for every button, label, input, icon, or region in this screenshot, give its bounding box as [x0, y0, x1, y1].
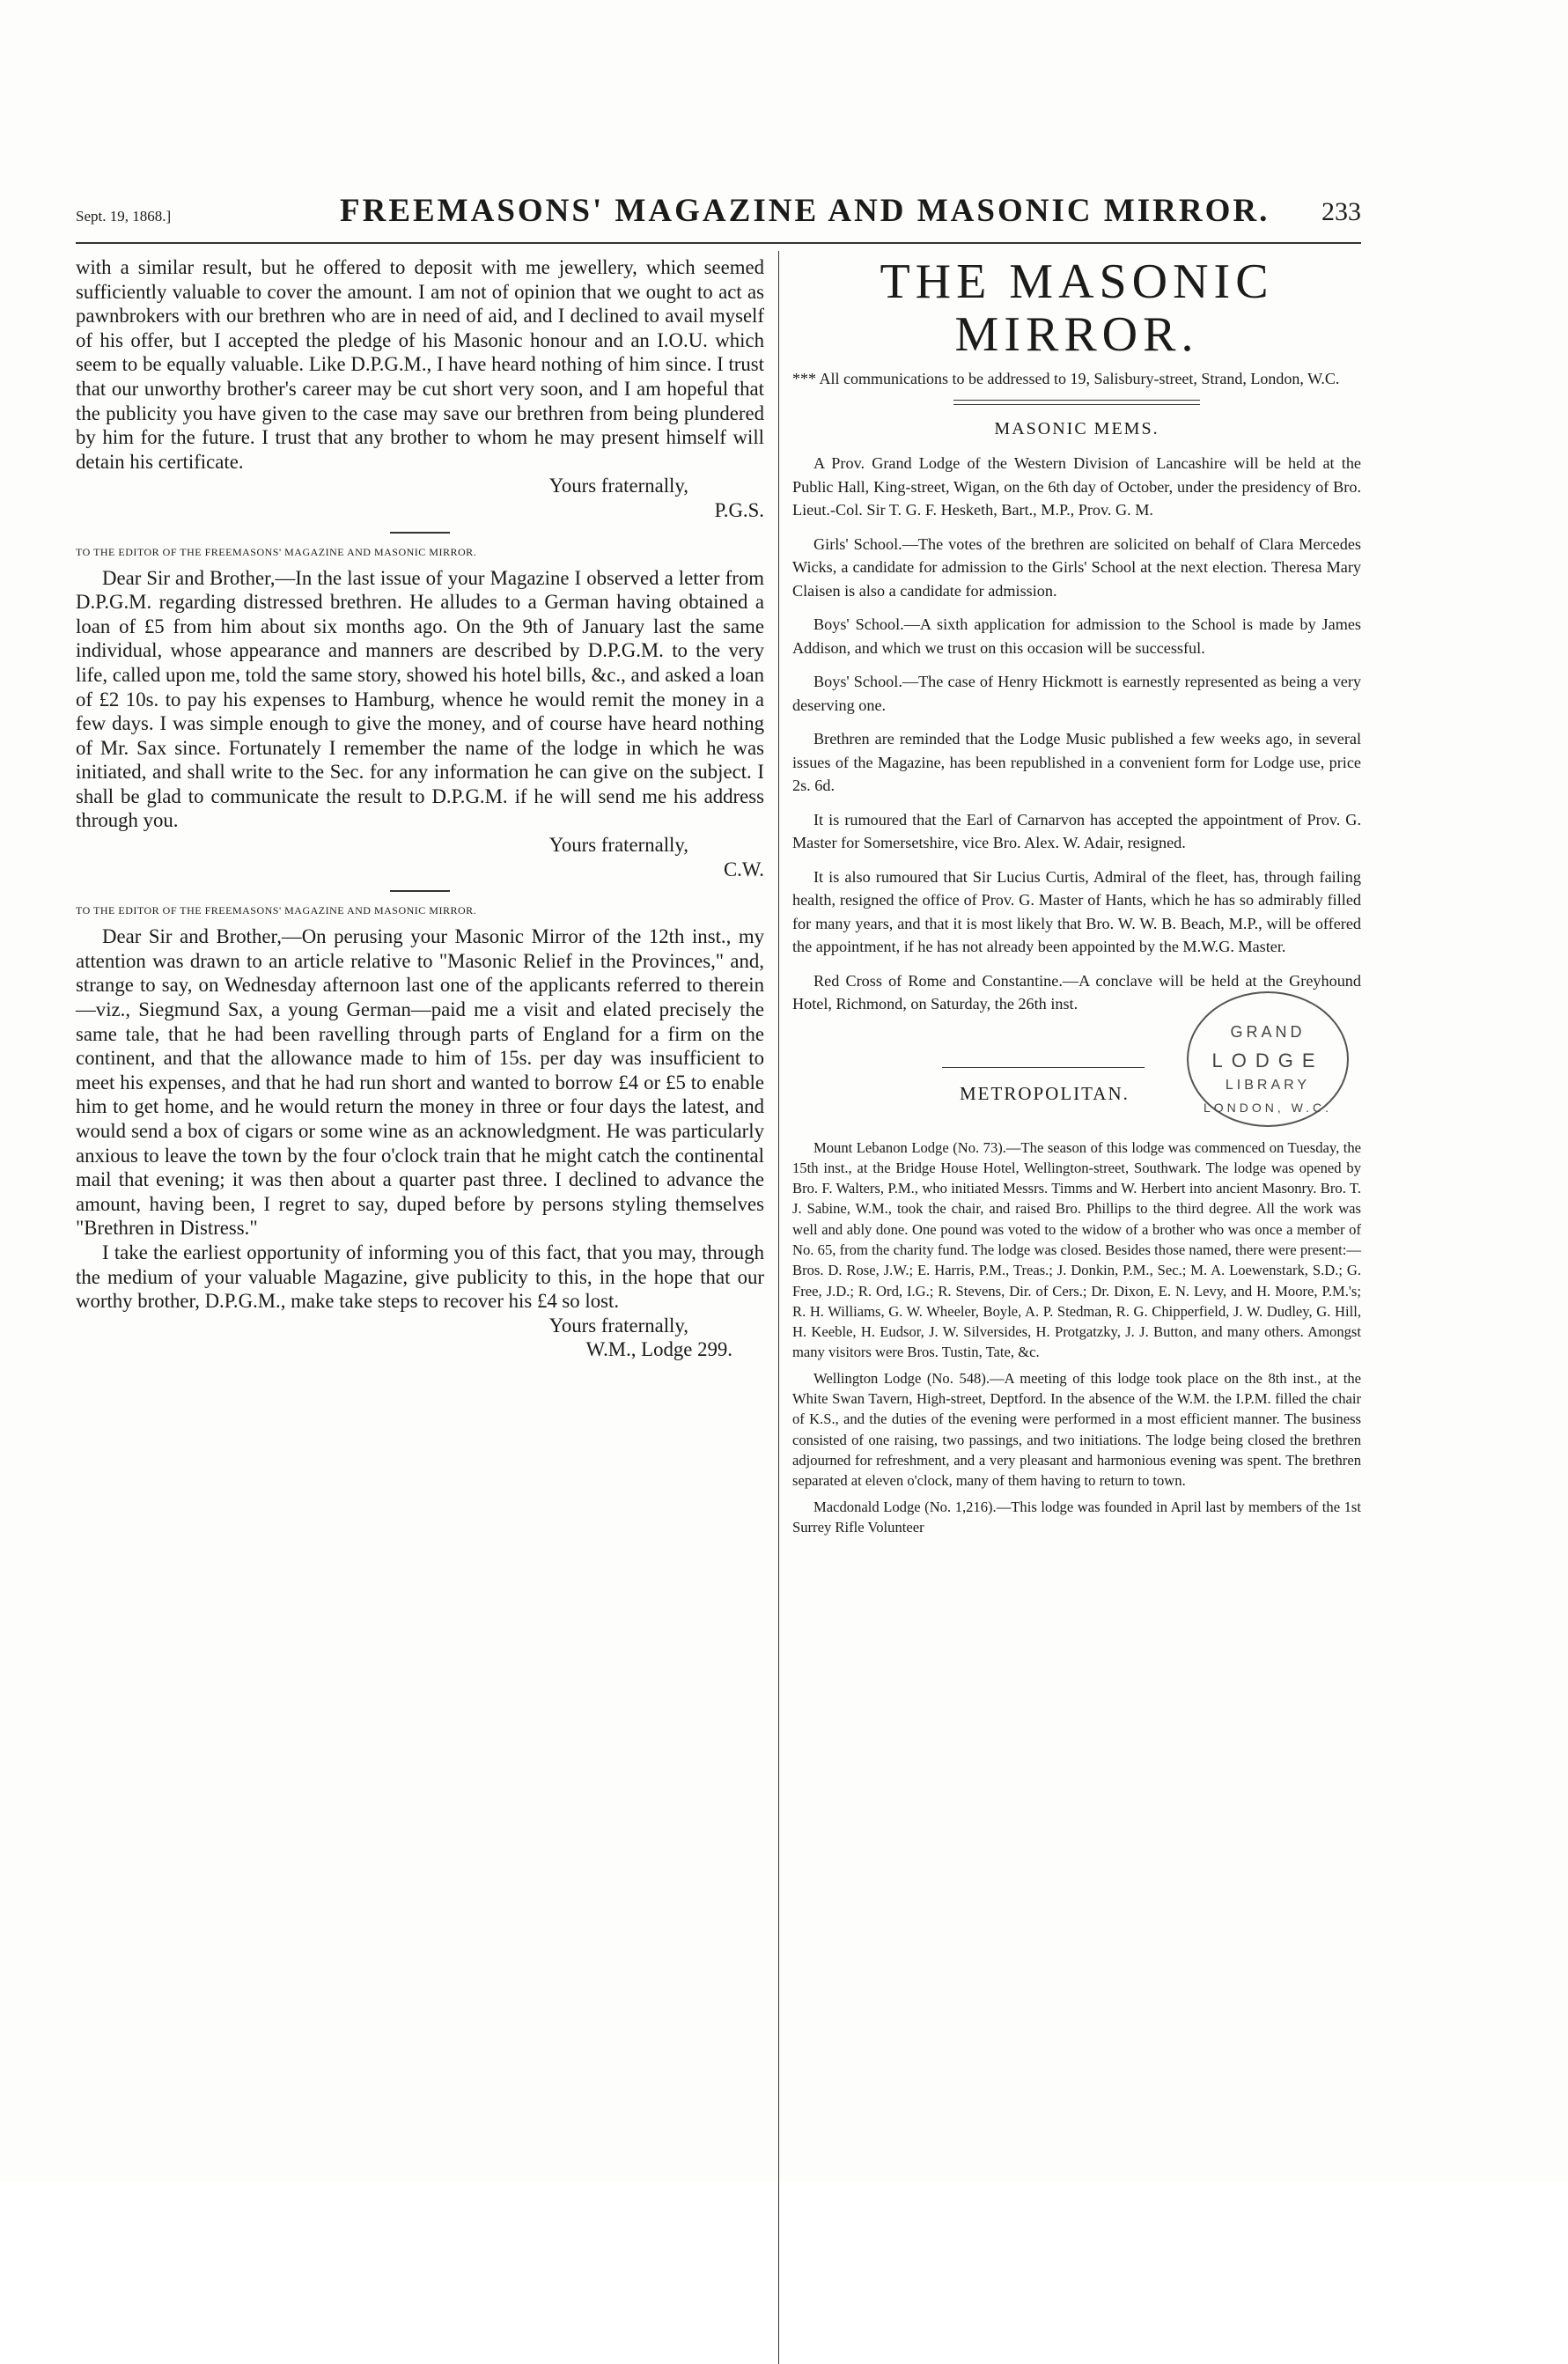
lodge-report: Macdonald Lodge (No. 1,216).—This lodge was founded in April last by members of the 1st Surrey Rifle Volunteer [792, 1498, 1361, 1535]
metropolitan-heading: METROPOLITAN. [960, 1082, 1130, 1104]
communications-notice: *** All communications to be addressed to 19, Salisbury-street, Strand, London, W.C. [792, 370, 1340, 387]
page-header [76, 192, 1361, 238]
page-number: 233 [1321, 197, 1361, 226]
letter-2-heading: TO THE EDITOR OF THE FREEMASONS' MAGAZINE AND MASONIC MIRROR. [76, 545, 477, 558]
mem-item: Girls' School.—The votes of the brethren are solicited on behalf of Clara Mercedes Wicks, a candidate for admission to the Girls' School at the next election. Theresa Mary Claisen is also a candidate for admission. [792, 534, 1361, 600]
letter-1-closing: Yours fraternally, [548, 475, 688, 497]
lodge-report: Mount Lebanon Lodge (No. 73).—The season of this lodge was commenced on Tuesday, the 15th inst., at the Bridge House Hotel, Wellington-street, Southwark. The lodge was opened by Bro. F. Walters, P.M., who initiated Messrs. Timms and W. Herbert into ancient Masonry. Bro. T. J. Sabine, W.M., took the chair, and raised Bro. Phillips to the third degree. All the work was well and ably done. One pound was voted to the widow of a brother who was once a member of No. 65, from the charity fund. The lodge was closed. Besides those named, there were present:—Bros. D. Rose, J.W.; E. Harris, P.M., Treas.; J. Donkin, P.M., Sec.; M. A. Loewenstark, S.D.; G. Free, J.D.; R. Ord, I.G.; R. Stevens, Dir. of Cers.; Dr. Dixon, E. N. Levy, and H. Moore, P.M.'s; R. H. Williams, G. W. Wheeler, Boyle, A. P. Stedman, R. G. Chipperfield, J. W. Dudley, G. Hill, H. Keeble, H. Eudsor, J. W. Silversides, H. Protgatzky, J. J. Button, and many others. Amongst many visitors were Bros. Tustin, Tate, &c. [792, 1138, 1361, 1361]
column-divider [778, 251, 779, 2364]
left-column [76, 255, 764, 1362]
metropolitan-rule [942, 1067, 1145, 1068]
separator-rule [390, 532, 450, 534]
mem-item: It is rumoured that the Earl of Carnarvon has accepted the appointment of Prov. G. Master for Somersetshire, vice Bro. Alex. W. Adair, resigned. [792, 810, 1361, 851]
letter-2-body: Dear Sir and Brother,—In the last issue of your Magazine I observed a letter from D.P.G.M. regarding distressed brethren. He alludes to a German having obtained a loan of £5 from him about six months ago. On the 9th of January last the same individual, whose appearance and manners are described by D.P.G.M. to the very life, called upon me, told the same story, showed his hotel bills, &c., and asked a loan of £2 10s. to pay his expenses to Hamburg, whence he would remit the money in a few days. I was simple enough to give the money, and of course have heard nothing of Mr. Sax since. Fortunately I remember the name of the lodge in which he was initiated, and shall write to the Sec. for any information he can give on the subject. I shall be glad to communicate the result to D.P.G.M. if he will send me his address through you. [76, 566, 764, 832]
letter-3-body-2: I take the earliest opportunity of informing you of this fact, that you may, through the medium of your valuable Magazine, give publicity to this, in the hope that our worthy brother, D.P.G.M., make take steps to recover his £4 so lost. [76, 1241, 764, 1313]
section-title: THE MASONIC MIRROR. [880, 254, 1274, 362]
lodge-report: Wellington Lodge (No. 548).—A meeting of this lodge took place on the 8th inst., at the White Swan Tavern, High-street, Deptford. In the absence of the W.M. the I.P.M. filled the chair of K.S., and the duties of the evening were performed in a most efficient manner. The business consisted of one raising, two passings, and two initiations. The lodge being closed the brethren adjourned for refreshment, and a very pleasant and harmonious evening was spent. The brethren separated at eleven o'clock, many of them having to return to town. [792, 1369, 1361, 1490]
mem-item: Boys' School.—A sixth application for admission to the School is made by James Addison, and which we trust on this occasion will be successful. [792, 615, 1361, 657]
stamp-circle [1187, 991, 1349, 1127]
mem-item: A Prov. Grand Lodge of the Western Division of Lancashire will be held at the Public Hall, King-street, Wigan, on the 6th day of October, under the presidency of Bro. Lieut.-Col. Sir T. G. F. Hesketh, Bart., M.P., Prov. G. M. [792, 454, 1361, 519]
header-title: FREEMASONS' MAGAZINE AND MASONIC MIRROR. [340, 193, 1270, 229]
letter-1-body: with a similar result, but he offered to deposit with me jewellery, which seemed sufficiently valuable to cover the amount. I am not of opinion that we ought to act as pawnbrokers with our brethren who are in need of aid, and I declined to avail myself of his offer, but I accepted the pledge of his Masonic honour and an I.O.U. which seem to be equally valuable. Like D.P.G.M., I have heard nothing of him since. I trust that our unworthy brother's career may be cut short very soon, and I am hopeful that the publicity you have given to the case may save our brethren from being plundered by him for the future. I trust that any brother to whom he may present himself will detain his certificate. [76, 256, 764, 473]
masonic-mems-heading: MASONIC MEMS. [994, 419, 1159, 438]
library-stamp-icon [1187, 991, 1354, 1123]
separator-rule [390, 890, 450, 892]
mem-item: Red Cross of Rome and Constantine.—A conclave will be held at the Greyhound Hotel, Richmond, on Saturday, the 26th inst. [792, 971, 1361, 1013]
metropolitan-row [792, 1022, 1361, 1132]
stamp-text: GRAND [1230, 1022, 1306, 1041]
double-rule [953, 400, 1200, 405]
header-rule [76, 242, 1361, 244]
letter-3-heading: TO THE EDITOR OF THE FREEMASONS' MAGAZINE AND MASONIC MIRROR. [76, 904, 477, 917]
header-date: Sept. 19, 1868.] [76, 208, 172, 225]
letter-3-signature: W.M., Lodge 299. [585, 1338, 732, 1361]
stamp-text: LONDON, W.C. [1203, 1100, 1332, 1115]
letter-2-signature: C.W. [723, 858, 764, 880]
right-column [792, 255, 1361, 1543]
stamp-text: LIBRARY [1225, 1077, 1311, 1093]
letter-1-signature: P.G.S. [714, 498, 764, 521]
mem-item: Boys' School.—The case of Henry Hickmott is earnestly represented as being a very deserving one. [792, 673, 1361, 714]
mem-item: It is also rumoured that Sir Lucius Curtis, Admiral of the fleet, has, through failing health, resigned the office of Prov. G. Master of Hants, which he has so admirably filled for many years, and that it is most likely that Bro. W. W. B. Beach, M.P., will be offered the appointment, if he has not already been appointed by the M.W.G. Master. [792, 867, 1361, 955]
letter-3-body: Dear Sir and Brother,—On perusing your Masonic Mirror of the 12th inst., my attention was drawn to an article relative to "Masonic Relief in the Provinces," and, strange to say, on Wednesday afternoon last one of the applicants referred to therein—viz., Siegmund Sax, a young German—paid me a visit and elated precisely the same tale, that he had been ravelling through parts of England for a firm on the continent, and that the allowance made to him of 15s. per day was insufficient to meet his expenses, and that he had run short and wanted to borrow £4 or £5 to enable him to get home, and he would return the money in three or four days the latest, and would send a box of cigars or some wine as an acknowledgment. He was particularly anxious to leave the town by the four o'clock train that he might catch the continental mail that evening; it was then about a quarter past three. I declined to advance the amount, having been, I regret to say, duped before by persons styling themselves "Brethren in Distress." [76, 925, 764, 1240]
stamp-text: LODGE [1211, 1049, 1324, 1072]
mem-item: Brethren are reminded that the Lodge Music published a few weeks ago, in several issues of the Magazine, has been republished in a convenient form for Lodge use, price 2s. 6d. [792, 730, 1361, 794]
letter-2-closing: Yours fraternally, [548, 834, 688, 857]
letter-3-closing: Yours fraternally, [548, 1314, 688, 1337]
